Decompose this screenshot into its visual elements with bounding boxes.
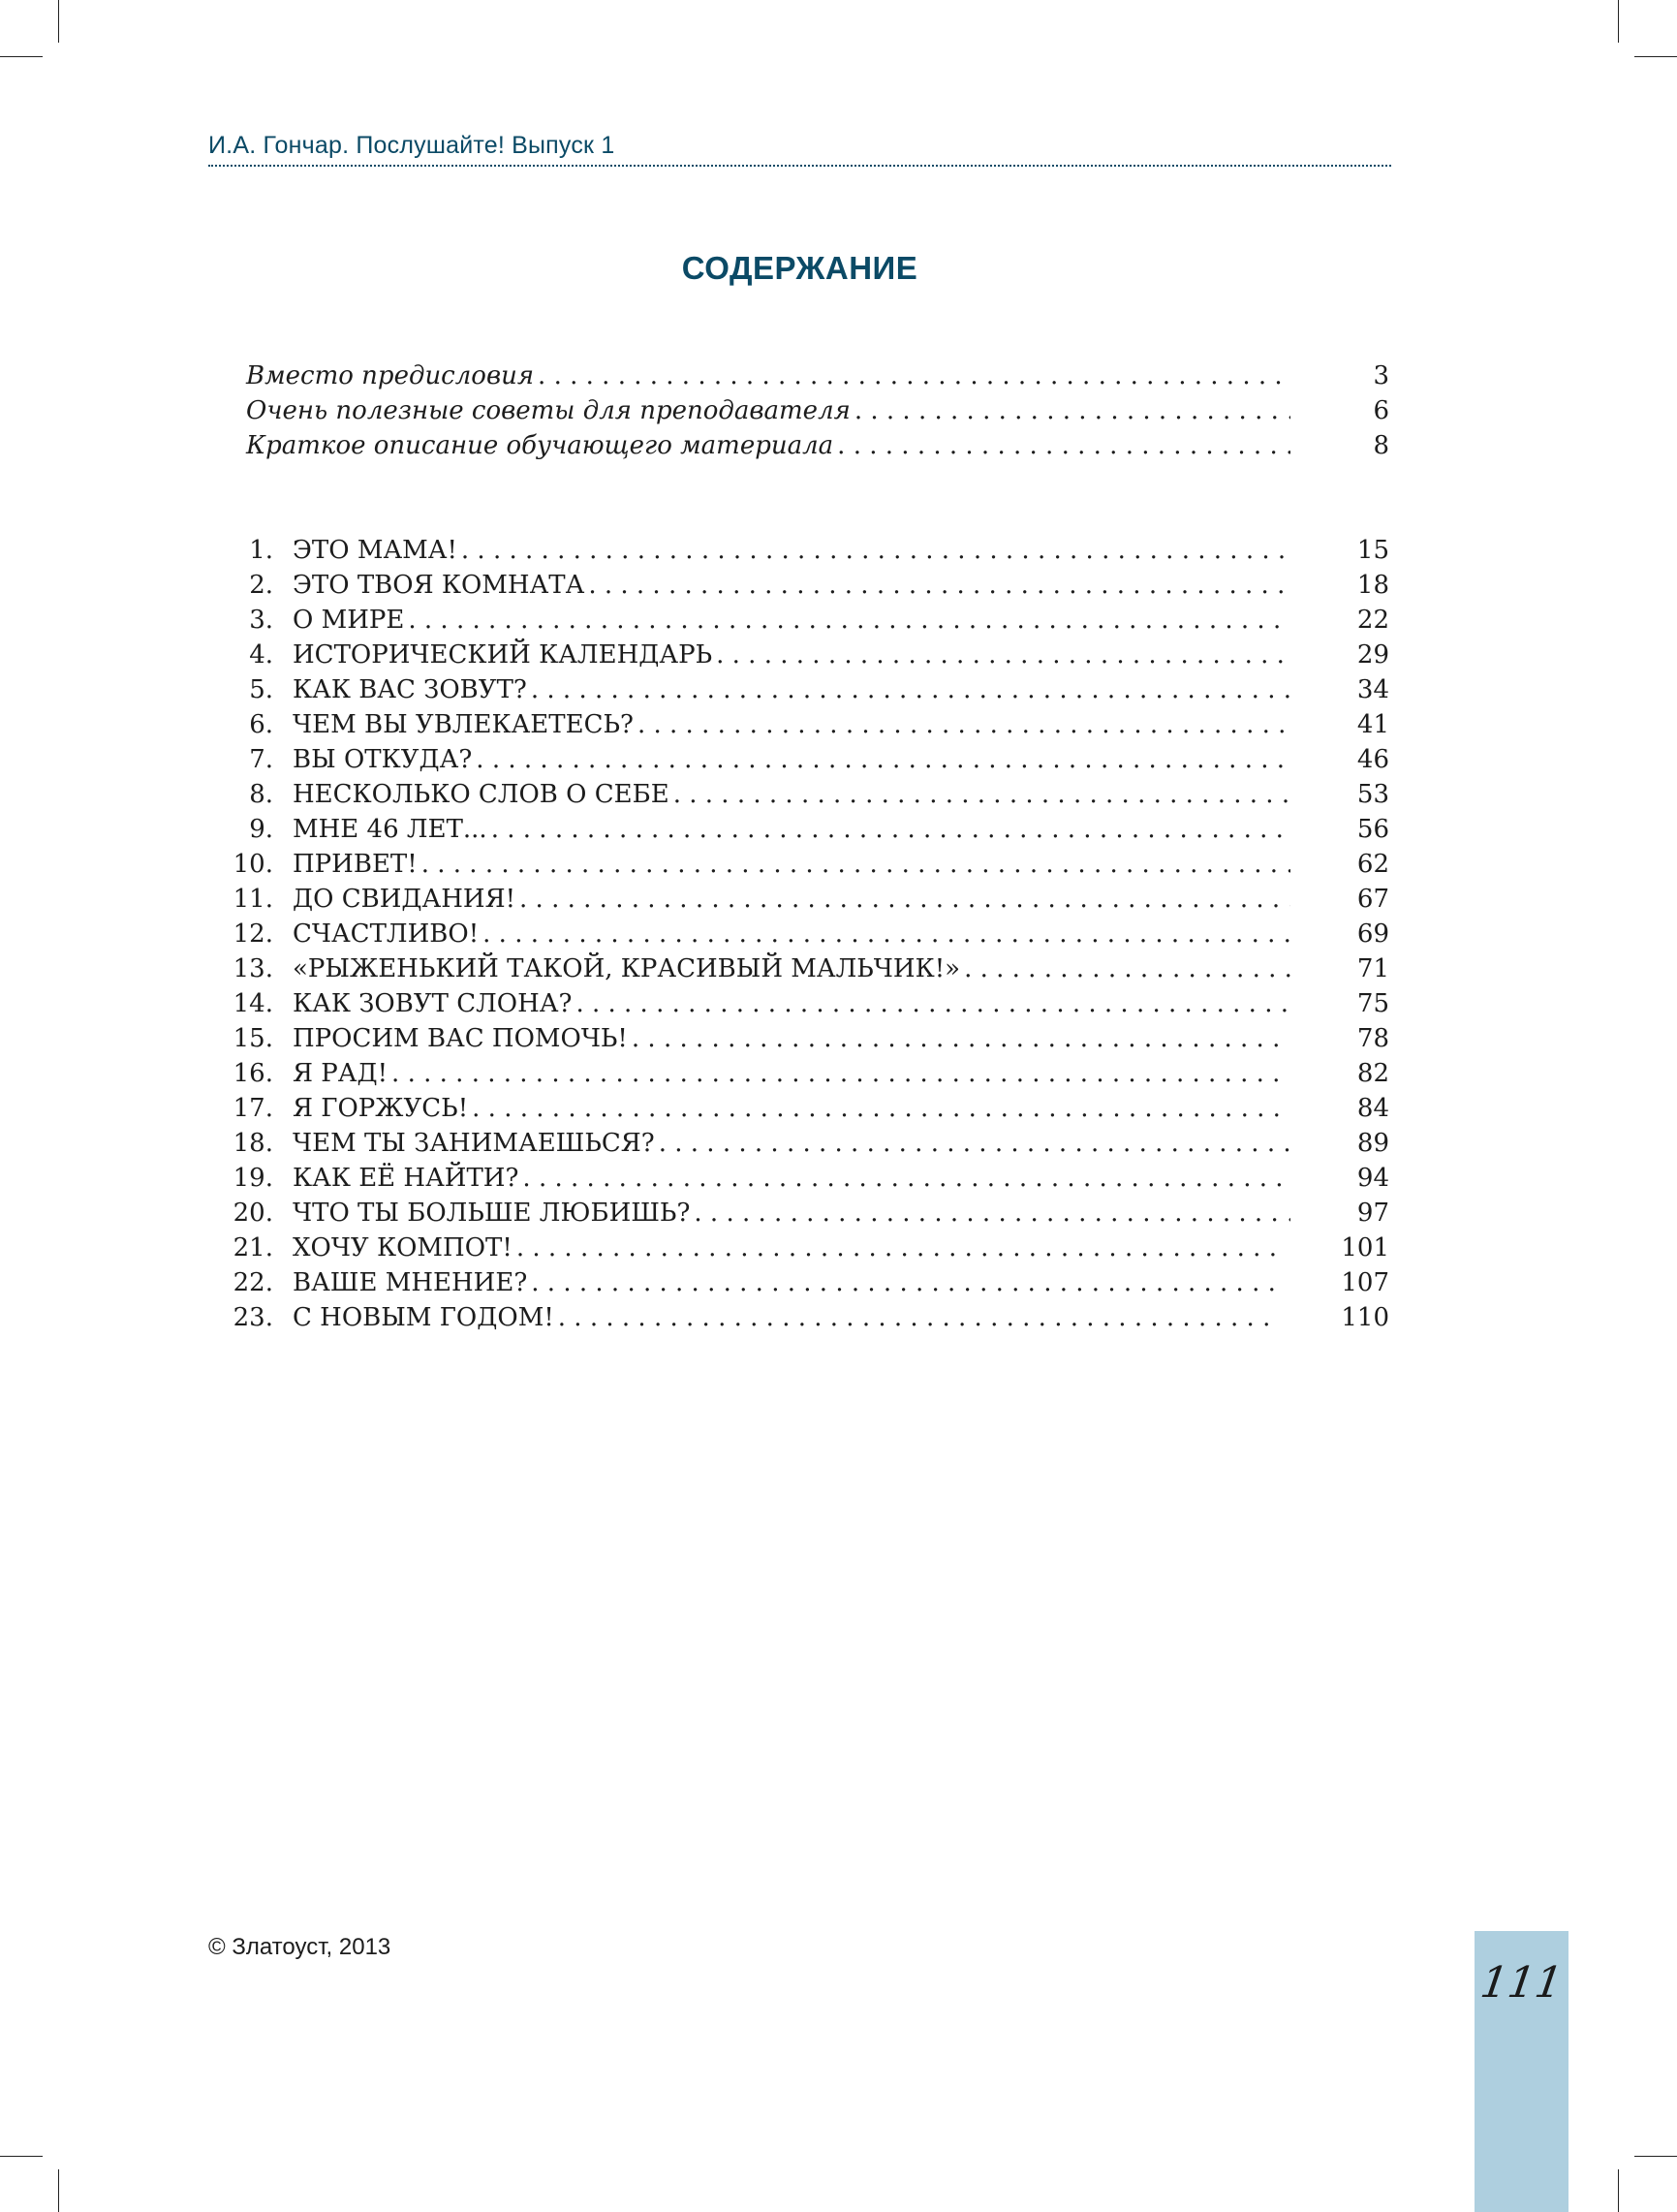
dot-leader	[531, 1265, 1281, 1300]
dot-leader	[482, 917, 1290, 951]
toc-entry	[229, 917, 1389, 951]
toc-entry-title: ХОЧУ КОМПОТ!	[293, 1233, 512, 1262]
toc-entry-number: 17.	[233, 1094, 273, 1123]
toc-entry-page: 22	[1356, 606, 1389, 635]
page-number-tab	[1475, 1931, 1568, 2212]
toc-entry-title: СЧАСТЛИВО!	[293, 919, 480, 949]
dot-leader	[461, 533, 1290, 568]
toc-entry-page: 6	[1373, 396, 1389, 425]
toc-entry	[229, 1091, 1389, 1126]
toc-entry	[229, 1231, 1389, 1265]
toc-entry-page: 56	[1356, 815, 1389, 844]
toc-entry-number: 4.	[249, 640, 273, 670]
toc-entry-page: 71	[1356, 954, 1389, 983]
dot-leader	[472, 1091, 1290, 1126]
dot-leader	[558, 1300, 1282, 1335]
toc-entry-number: 7.	[249, 745, 273, 774]
toc-entry-title: ПРОСИМ ВАС ПОМОЧЬ!	[293, 1024, 628, 1053]
dot-leader	[659, 1126, 1290, 1161]
toc-entry-title: Краткое описание обучающего материала	[246, 431, 834, 460]
toc-entry-title: КАК ЗОВУТ СЛОНА?	[293, 989, 573, 1018]
crop-mark	[1618, 2169, 1619, 2212]
crop-mark	[1618, 0, 1619, 43]
toc-entry-number: 6.	[249, 710, 273, 739]
crop-mark	[1634, 56, 1677, 57]
dot-leader	[391, 1056, 1290, 1091]
dot-leader	[854, 393, 1290, 428]
dot-leader	[516, 1231, 1282, 1265]
toc-entry-page: 94	[1356, 1164, 1389, 1193]
toc-entry-number: 19.	[233, 1164, 273, 1193]
toc-entry-title: «РЫЖЕНЬКИЙ ТАКОЙ, КРАСИВЫЙ МАЛЬЧИК!»	[293, 954, 961, 983]
toc-entry-number: 15.	[233, 1024, 273, 1053]
toc-entry-page: 34	[1356, 675, 1389, 704]
dot-leader	[637, 707, 1290, 742]
toc-entry	[229, 1196, 1389, 1231]
toc-entry-page: 41	[1356, 710, 1389, 739]
dot-leader	[575, 986, 1290, 1021]
toc-entry-number: 8.	[249, 780, 273, 809]
dot-leader	[588, 568, 1290, 603]
dot-leader	[716, 638, 1290, 672]
toc-entry	[229, 1161, 1389, 1196]
toc-entry-title: ЭТО ТВОЯ КОМНАТА	[293, 571, 585, 600]
toc-entry	[229, 882, 1389, 917]
toc-entry-number: 3.	[249, 606, 273, 635]
toc-entry	[229, 672, 1389, 707]
toc-entry	[229, 1265, 1389, 1300]
toc-entry-number: 18.	[233, 1129, 273, 1158]
toc-entry	[229, 603, 1389, 638]
toc-entry-number: 5.	[249, 675, 273, 704]
dot-leader	[408, 603, 1290, 638]
toc-entry-page: 89	[1356, 1129, 1389, 1158]
toc-entry-number: 1.	[249, 536, 273, 565]
toc-entry-page: 53	[1356, 780, 1389, 809]
toc-entry-page: 8	[1373, 431, 1389, 460]
dot-leader	[519, 882, 1290, 917]
toc-entry-title: ПРИВЕТ!	[293, 850, 418, 879]
toc-entry-title: КАК ЕЁ НАЙТИ?	[293, 1164, 519, 1193]
toc-entry-title: Вместо предисловия	[246, 361, 535, 390]
toc-entry-title: НЕСКОЛЬКО СЛОВ О СЕБЕ	[293, 780, 669, 809]
toc-entry-number: 20.	[233, 1199, 273, 1228]
dot-leader	[694, 1196, 1290, 1231]
toc-entry	[229, 812, 1389, 847]
toc-entry	[229, 1056, 1389, 1091]
toc-entry-page: 82	[1356, 1059, 1389, 1088]
running-header: И.А. Гончар. Послушайте! Выпуск 1	[208, 132, 615, 159]
toc-entry-page: 69	[1356, 919, 1389, 949]
toc-entry	[229, 568, 1389, 603]
toc-entry	[229, 986, 1389, 1021]
toc-entry-title: Я РАД!	[293, 1059, 388, 1088]
dot-leader	[632, 1021, 1290, 1056]
dot-leader	[522, 1161, 1290, 1196]
toc-entry-number: 10.	[233, 850, 273, 879]
toc-entry-number: 13.	[233, 954, 273, 983]
toc-entry-title: О МИРЕ	[293, 606, 405, 635]
dot-leader	[531, 672, 1290, 707]
toc-entry-page: 110	[1341, 1303, 1389, 1332]
toc-entry-page: 15	[1356, 536, 1389, 565]
toc-entry-title: Я ГОРЖУСЬ!	[293, 1094, 469, 1123]
toc-chapter-list	[229, 533, 1389, 1335]
toc-entry	[229, 1126, 1389, 1161]
dot-leader	[538, 358, 1290, 393]
crop-mark	[58, 0, 59, 43]
toc-entry-number: 2.	[249, 571, 273, 600]
toc-entry-page: 101	[1341, 1233, 1389, 1262]
toc-entry	[229, 393, 1389, 428]
toc-entry-title: ВЫ ОТКУДА?	[293, 745, 473, 774]
dot-leader	[964, 951, 1290, 986]
dot-leader	[673, 777, 1290, 812]
toc-entry	[229, 638, 1389, 672]
toc-entry-page: 78	[1356, 1024, 1389, 1053]
toc-entry-page: 97	[1356, 1199, 1389, 1228]
copyright-notice: © Златоуст, 2013	[208, 1934, 391, 1960]
toc-entry	[229, 742, 1389, 777]
toc-entry	[229, 777, 1389, 812]
toc-entry-title: МНЕ 46 ЛЕТ...	[293, 815, 487, 844]
page-title: СОДЕРЖАНИЕ	[681, 250, 918, 286]
dot-leader	[837, 428, 1290, 463]
toc-entry	[229, 847, 1389, 882]
crop-mark	[0, 56, 43, 57]
toc-entry-title: КАК ВАС ЗОВУТ?	[293, 675, 527, 704]
toc-entry-page: 46	[1356, 745, 1389, 774]
toc-entry	[229, 1021, 1389, 1056]
toc-entry	[229, 428, 1389, 463]
toc-entry-page: 75	[1356, 989, 1389, 1018]
header-divider	[208, 165, 1391, 167]
toc-entry-page: 84	[1356, 1094, 1389, 1123]
toc-entry-title: Очень полезные советы для преподавателя	[246, 396, 851, 425]
crop-mark	[58, 2169, 59, 2212]
toc-entry	[229, 707, 1389, 742]
toc-entry	[229, 951, 1389, 986]
toc-intro-list	[229, 358, 1389, 463]
toc-entry-number: 12.	[233, 919, 273, 949]
dot-leader	[491, 812, 1290, 847]
toc-entry-title: ВАШЕ МНЕНИЕ?	[293, 1268, 528, 1297]
toc-entry-title: ДО СВИДАНИЯ!	[293, 885, 516, 914]
toc-entry-page: 3	[1373, 361, 1389, 390]
toc-entry-title: ЧТО ТЫ БОЛЬШЕ ЛЮБИШЬ?	[293, 1199, 691, 1228]
toc-entry-number: 11.	[233, 885, 273, 914]
toc-entry-number: 14.	[233, 989, 273, 1018]
toc-entry	[229, 1300, 1389, 1335]
toc-entry-title: ЧЕМ ВЫ УВЛЕКАЕТЕСЬ?	[293, 710, 634, 739]
toc-entry	[229, 533, 1389, 568]
crop-mark	[1634, 2156, 1677, 2157]
toc-entry-page: 29	[1356, 640, 1389, 670]
toc-entry-title: ИСТОРИЧЕСКИЙ КАЛЕНДАРЬ	[293, 640, 713, 670]
dot-leader	[421, 847, 1290, 882]
toc-entry-number: 23.	[233, 1303, 273, 1332]
toc-entry-page: 18	[1356, 571, 1389, 600]
crop-mark	[0, 2156, 43, 2157]
toc-entry-title: ЧЕМ ТЫ ЗАНИМАЕШЬСЯ?	[293, 1129, 655, 1158]
toc-entry-number: 9.	[249, 815, 273, 844]
toc-entry-page: 62	[1356, 850, 1389, 879]
toc-entry-number: 21.	[233, 1233, 273, 1262]
toc-entry-title: ЭТО МАМА!	[293, 536, 457, 565]
page-number: 111	[1476, 1958, 1567, 2008]
toc-entry-number: 22.	[233, 1268, 273, 1297]
toc-entry	[229, 358, 1389, 393]
toc-entry-page: 67	[1356, 885, 1389, 914]
toc-entry-number: 16.	[233, 1059, 273, 1088]
dot-leader	[476, 742, 1290, 777]
toc-entry-title: С НОВЫМ ГОДОМ!	[293, 1303, 554, 1332]
toc-entry-page: 107	[1341, 1268, 1389, 1297]
